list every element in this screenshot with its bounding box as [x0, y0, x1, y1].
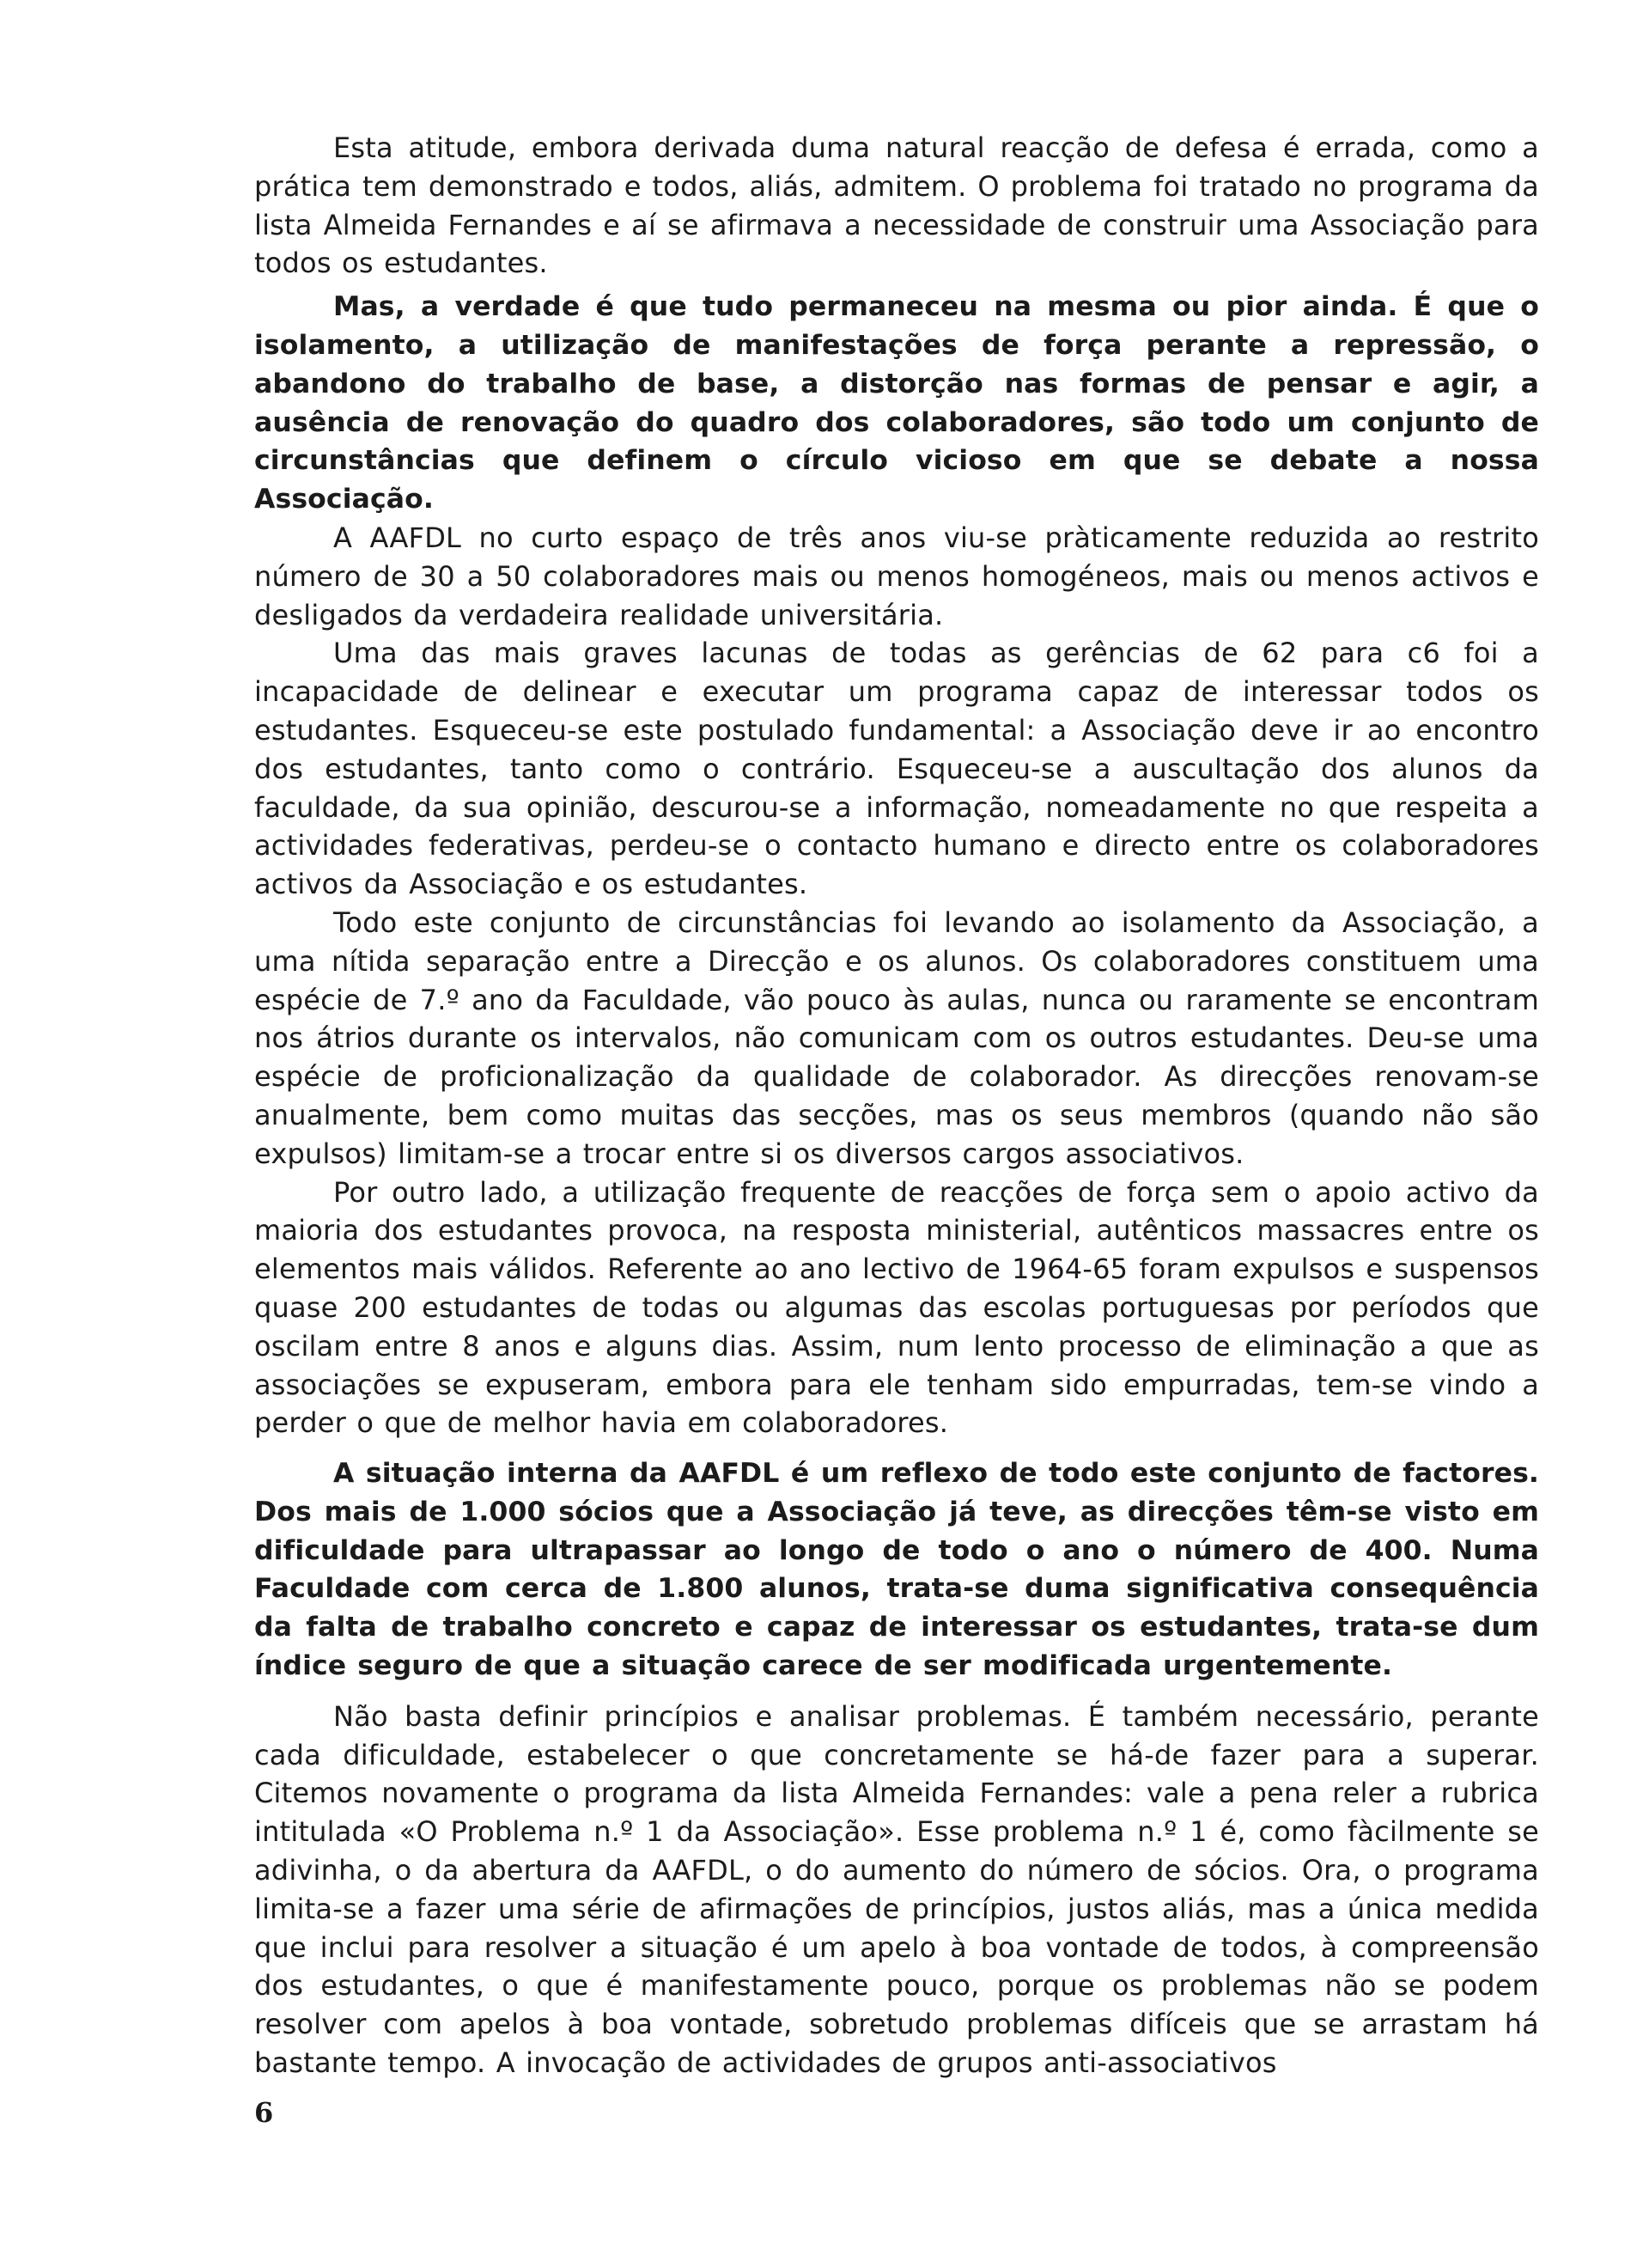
paragraph-7-bold: A situação interna da AAFDL é um reflexo de todo este conjunto de factores. Dos mais de 1.000 sócios que a Associação já teve, as direcções têm-se visto em dificuldade para ultrapassar ao longo de todo o ano o número de 400. Numa Faculdade com cerca de 1.800 alunos, trata-se duma significativa consequência da falta de trabalho concreto e capaz de interessar os estudantes, trata-se dum índice seguro de que a situação carece de ser modificada urgentemente.	[254, 1458, 1539, 1682]
paragraph-4: Uma das mais graves lacunas de todas as gerências de 62 para c6 foi a incapacidade de delinear e executar um programa capaz de interessar todos os estudantes. Esqueceu-se este postulado fundamental: a Associação deve ir ao encontro dos estudantes, tanto como o contrário. Esqueceu-se a auscultação dos alunos da faculdade, da sua opinião, descurou-se a informação, nomeadamente no que respeita a actividades federativas, perdeu-se o contacto humano e directo entre os colaboradores activos da Associação e os estudantes.	[254, 637, 1539, 901]
paragraph-2-bold: Mas, a verdade é que tudo permaneceu na mesma ou pior ainda. É que o isolamento, a utilização de manifestações de força perante a repressão, o abandono do trabalho de base, a distorção nas formas de pensar e agir, a ausência de renovação do quadro dos colaboradores, são todo um conjunto de circunstâncias que definem o círculo vicioso em que se debate a nossa Associação.	[254, 291, 1539, 515]
paragraph-8: Não basta definir princípios e analisar problemas. É também necessário, perante cada dificuldade, estabelecer o que concretamente se há-de fazer para a superar. Citemos novamente o programa da lista Almeida Fernandes: vale a pena reler a rubrica intitulada «O Problema n.º 1 da Associação». Esse problema n.º 1 é, como fàcilmente se adivinha, o da abertura da AAFDL, o do aumento do número de sócios. Ora, o programa limita-se a fazer uma série de afirmações de princípios, justos aliás, mas a única medida que inclui para resolver a situação é um apelo à boa vontade de todos, à compreensão dos estudantes, o que é manifestamente pouco, porque os problemas não se podem resolver com apelos à boa vontade, sobretudo problemas difíceis que se arrastam há bastante tempo. A invocação de actividades de grupos anti-associativos	[254, 1699, 1539, 2080]
paragraph-3: A AAFDL no curto espaço de três anos viu-se pràticamente reduzida ao restrito número de 30 a 50 colaboradores mais ou menos homogéneos, mais ou menos activos e desligados da verdadeira realidade universitária.	[254, 521, 1539, 631]
paragraph-1: Esta atitude, embora derivada duma natural reacção de defesa é errada, como a prática tem demonstrado e todos, aliás, admitem. O problema foi tratado no programa da lista Almeida Fernandes e aí se afirmava a necessidade de construir uma Associação para todos os estudantes.	[254, 131, 1539, 280]
body-text	[254, 129, 1539, 2082]
paragraph-5: Todo este conjunto de circunstâncias foi levando ao isolamento da Associação, a uma nítida separação entre a Direcção e os alunos. Os colaboradores constituem uma espécie de 7.º ano da Faculdade, vão pouco às aulas, nunca ou raramente se encontram nos átrios durante os intervalos, não comunicam com os outros estudantes. Deu-se uma espécie de proficionalização da qualidade de colaborador. As direcções renovam-se anualmente, bem como muitas das secções, mas os seus membros (quando não são expulsos) limitam-se a trocar entre si os diversos cargos associativos.	[254, 905, 1539, 1170]
page-number: 6	[254, 2096, 274, 2129]
paragraph-6: Por outro lado, a utilização frequente de reacções de força sem o apoio activo da maioria dos estudantes provoca, na resposta ministerial, autênticos massacres entre os elementos mais válidos. Referente ao ano lectivo de 1964-65 foram expulsos e suspensos quase 200 estudantes de todas ou algumas das escolas portuguesas por períodos que oscilam entre 8 anos e alguns dias. Assim, num lento processo de eliminação a que as associações se expuseram, embora para ele tenham sido empurradas, tem-se vindo a perder o que de melhor havia em colaboradores.	[254, 1175, 1539, 1440]
